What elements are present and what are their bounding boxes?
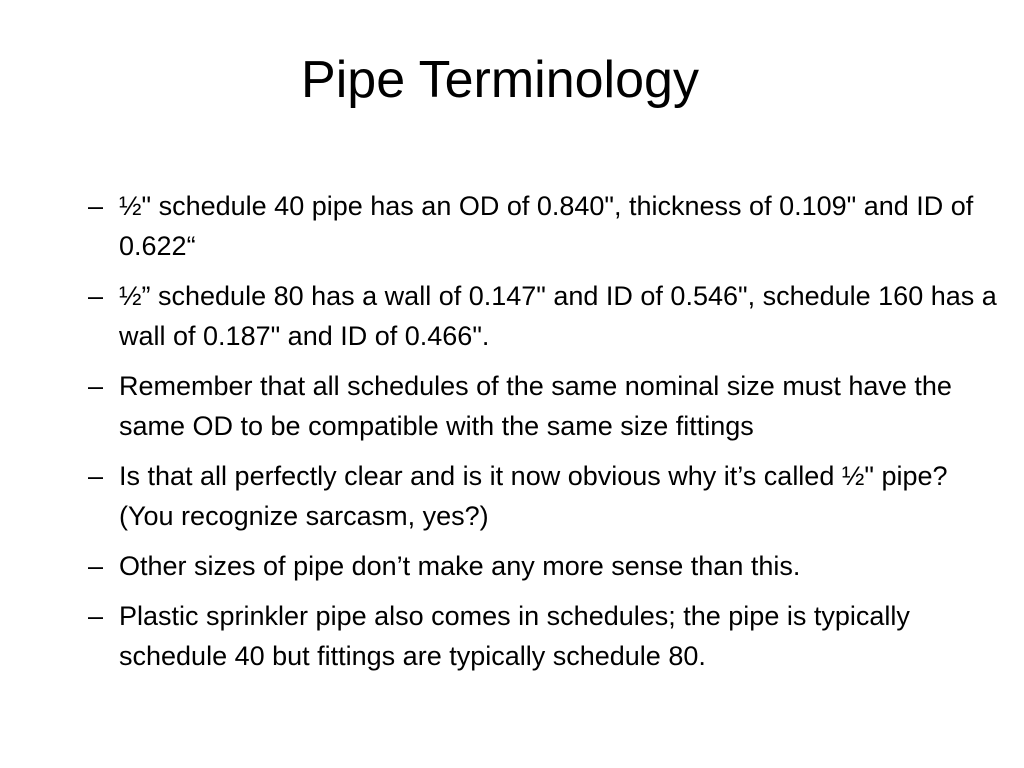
bullet-dash-icon: – — [88, 371, 104, 401]
bullet-dash-icon: – — [88, 601, 104, 631]
bullet-text: Other sizes of pipe don’t make any more sense than this. — [119, 551, 801, 581]
bullet-item-5 — [84, 546, 1009, 586]
bullet-text: Remember that all schedules of the same nominal size must have the same OD to be compatible with the same size fittings — [119, 371, 952, 441]
bullet-dash-icon: – — [88, 551, 104, 581]
slide-title: Pipe Terminology — [301, 51, 699, 109]
bullet-item-4 — [84, 456, 1009, 536]
bullet-list — [84, 186, 1009, 686]
bullet-dash-icon: – — [88, 281, 104, 311]
bullet-text: ½" schedule 40 pipe has an OD of 0.840", thickness of 0.109" and ID of 0.622“ — [119, 191, 974, 261]
bullet-item-1 — [84, 186, 1009, 266]
bullet-item-3 — [84, 366, 1009, 446]
bullet-item-6 — [84, 596, 1009, 676]
bullet-text: Plastic sprinkler pipe also comes in schedules; the pipe is typically schedule 40 but fittings are typically schedule 80. — [119, 601, 910, 671]
bullet-dash-icon: – — [88, 191, 104, 221]
bullet-text: Is that all perfectly clear and is it now obvious why it’s called ½" pipe? (You recognize sarcasm, yes?) — [119, 461, 948, 531]
bullet-dash-icon: – — [88, 461, 104, 491]
bullet-item-2 — [84, 276, 1009, 356]
bullet-text: ½” schedule 80 has a wall of 0.147" and ID of 0.546", schedule 160 has a wall of 0.187" and ID of 0.466". — [119, 281, 997, 351]
